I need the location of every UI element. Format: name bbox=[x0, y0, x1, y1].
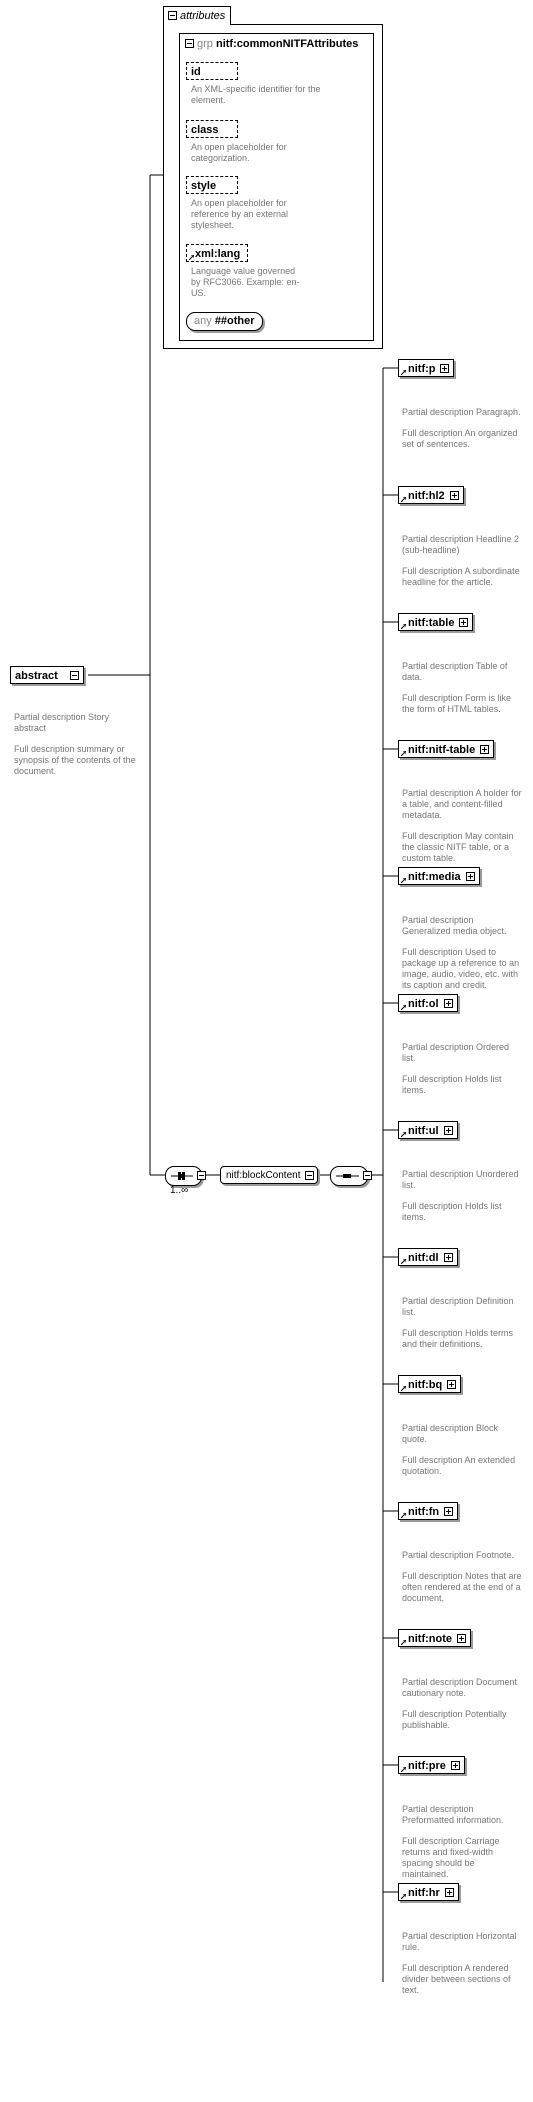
full-description: Full description An extended quotation. bbox=[402, 1455, 516, 1476]
sequence-compositor-outer[interactable] bbox=[165, 1166, 202, 1186]
element-nitf-dl[interactable] bbox=[398, 1248, 458, 1266]
expand-icon[interactable] bbox=[440, 364, 449, 373]
attribute-group-box bbox=[179, 33, 374, 341]
attribute-class-description: An open placeholder for categorization. bbox=[191, 142, 287, 163]
attributes-tab[interactable] bbox=[163, 6, 231, 25]
expand-icon[interactable] bbox=[480, 745, 489, 754]
element-name: nitf:fn bbox=[408, 1506, 440, 1518]
element-name: nitf:table bbox=[408, 617, 455, 629]
full-description: Full description Form is like the form of HTML tables. bbox=[402, 693, 512, 714]
element-nitf-hr-annotation bbox=[402, 1931, 522, 2006]
full-description: Full description Notes that are often rendered at the end of a document. bbox=[402, 1571, 522, 1603]
element-nitf-fn[interactable] bbox=[398, 1502, 458, 1520]
full-description: Full description Holds list items. bbox=[402, 1074, 502, 1095]
attribute-group-header[interactable] bbox=[185, 37, 358, 51]
attribute-style-description: An open placeholder for reference by an external stylesheet. bbox=[191, 198, 289, 230]
reference-arrow-icon bbox=[189, 255, 194, 260]
element-name: nitf:p bbox=[408, 363, 436, 375]
reference-arrow-icon bbox=[401, 624, 406, 629]
attribute-xml-lang[interactable] bbox=[186, 244, 248, 262]
reference-arrow-icon bbox=[401, 1640, 406, 1645]
element-name: nitf:hr bbox=[408, 1887, 440, 1899]
partial-description: Partial description Preformatted information. bbox=[402, 1804, 504, 1825]
element-nitf-nitf-table[interactable] bbox=[398, 740, 494, 758]
abstract-full-description: Full description summary or synopsis of the contents of the document. bbox=[14, 744, 136, 776]
reference-arrow-icon bbox=[401, 1386, 406, 1391]
element-name: nitf:ol bbox=[408, 998, 439, 1010]
full-description: Full description A subordinate headline for the article. bbox=[402, 566, 520, 587]
any-attribute[interactable] bbox=[186, 312, 263, 331]
element-name: nitf:nitf-table bbox=[408, 744, 476, 756]
partial-description: Partial description Headline 2 (sub-headline) bbox=[402, 534, 520, 555]
partial-description: Partial description Generalized media object. bbox=[402, 915, 507, 936]
partial-description: Partial description Definition list. bbox=[402, 1296, 514, 1317]
any-attribute-value: ##other bbox=[214, 315, 255, 327]
element-nitf-pre-annotation bbox=[402, 1804, 522, 1890]
any-keyword: any bbox=[194, 315, 212, 327]
partial-description: Partial description Document cautionary note. bbox=[402, 1677, 518, 1698]
collapse-icon[interactable] bbox=[363, 1171, 372, 1180]
full-description: Full description May contain the classic NITF table, or a custom table. bbox=[402, 831, 514, 863]
element-nitf-hr[interactable] bbox=[398, 1883, 459, 1901]
element-name: nitf:note bbox=[408, 1633, 452, 1645]
partial-description: Partial description Block quote. bbox=[402, 1423, 499, 1444]
partial-description: Partial description Table of data. bbox=[402, 661, 508, 682]
reference-arrow-icon bbox=[401, 1259, 406, 1264]
element-nitf-nitf-table-annotation bbox=[402, 788, 522, 874]
expand-icon[interactable] bbox=[444, 1253, 453, 1262]
attribute-style[interactable] bbox=[186, 176, 238, 194]
reference-arrow-icon bbox=[401, 878, 406, 883]
reference-arrow-icon bbox=[401, 1513, 406, 1518]
reference-arrow-icon bbox=[401, 1132, 406, 1137]
partial-description: Partial description Horizontal rule. bbox=[402, 1931, 517, 1952]
expand-icon[interactable] bbox=[457, 1634, 466, 1643]
element-nitf-note[interactable] bbox=[398, 1629, 471, 1647]
group-name: nitf:blockContent bbox=[226, 1170, 301, 1181]
element-name: nitf:pre bbox=[408, 1760, 446, 1772]
sequence-compositor-inner[interactable] bbox=[330, 1166, 368, 1186]
reference-arrow-icon bbox=[401, 1767, 406, 1772]
expand-icon[interactable] bbox=[450, 491, 459, 500]
partial-description: Partial description Footnote. bbox=[402, 1550, 515, 1560]
collapse-icon[interactable] bbox=[305, 1171, 314, 1180]
element-nitf-ul-annotation bbox=[402, 1169, 522, 1233]
reference-arrow-icon bbox=[401, 370, 406, 375]
collapse-icon[interactable] bbox=[197, 1171, 206, 1180]
reference-arrow-icon bbox=[401, 1894, 406, 1899]
expand-icon[interactable] bbox=[466, 872, 475, 881]
element-nitf-media-annotation bbox=[402, 915, 522, 1001]
element-nitf-pre[interactable] bbox=[398, 1756, 465, 1774]
element-nitf-table[interactable] bbox=[398, 613, 473, 631]
partial-description: Partial description Unordered list. bbox=[402, 1169, 519, 1190]
attribute-class[interactable] bbox=[186, 120, 238, 138]
group-keyword: grp bbox=[197, 38, 213, 50]
sequence-cardinality: 1..∞ bbox=[170, 1185, 189, 1196]
expand-icon[interactable] bbox=[444, 1126, 453, 1135]
full-description: Full description An organized set of sentences. bbox=[402, 428, 518, 449]
full-description: Full description Potentially publishable. bbox=[402, 1709, 507, 1730]
reference-arrow-icon bbox=[401, 1005, 406, 1010]
abstract-element[interactable] bbox=[10, 666, 84, 684]
element-nitf-ol-annotation bbox=[402, 1042, 522, 1106]
element-nitf-table-annotation bbox=[402, 661, 522, 725]
element-nitf-p[interactable] bbox=[398, 359, 454, 377]
full-description: Full description Holds list items. bbox=[402, 1201, 502, 1222]
abstract-annotation bbox=[14, 712, 136, 787]
partial-description: Partial description Ordered list. bbox=[402, 1042, 510, 1063]
attribute-id-description: An XML-specific identifier for the element. bbox=[191, 84, 321, 105]
element-nitf-note-annotation bbox=[402, 1677, 522, 1741]
element-nitf-hl2-annotation bbox=[402, 534, 522, 598]
partial-description: Partial description A holder for a table, and content-filled metadata. bbox=[402, 788, 522, 820]
full-description: Full description A rendered divider between sections of text. bbox=[402, 1963, 511, 1995]
expand-icon[interactable] bbox=[447, 1380, 456, 1389]
element-name: nitf:hl2 bbox=[408, 490, 445, 502]
attribute-name: style bbox=[191, 180, 217, 192]
element-name: nitf:media bbox=[408, 871, 461, 883]
element-name: nitf:dl bbox=[408, 1252, 439, 1264]
full-description: Full description Carriage returns and fixed-width spacing should be maintained. bbox=[402, 1836, 500, 1879]
expand-icon[interactable] bbox=[444, 999, 453, 1008]
expand-icon[interactable] bbox=[451, 1761, 460, 1770]
expand-icon[interactable] bbox=[445, 1888, 454, 1897]
collapse-icon[interactable] bbox=[168, 11, 177, 20]
collapse-icon[interactable] bbox=[185, 39, 194, 48]
attribute-id[interactable] bbox=[186, 62, 238, 80]
attribute-name: id bbox=[191, 66, 201, 78]
element-name: nitf:bq bbox=[408, 1379, 443, 1391]
reference-arrow-icon bbox=[401, 497, 406, 502]
expand-icon[interactable] bbox=[459, 618, 468, 627]
block-content-group[interactable] bbox=[220, 1166, 318, 1184]
full-description: Full description Used to package up a reference to an image, audio, video, etc. with its caption and credit. bbox=[402, 947, 520, 990]
element-nitf-p-annotation bbox=[402, 407, 522, 460]
element-nitf-ul[interactable] bbox=[398, 1121, 458, 1139]
attribute-xml-lang-description: Language value governed by RFC3066. Example: en-US. bbox=[191, 266, 300, 298]
attributes-title: attributes bbox=[180, 10, 226, 22]
attributes-panel bbox=[163, 10, 383, 349]
element-nitf-bq-annotation bbox=[402, 1423, 522, 1487]
element-nitf-media[interactable] bbox=[398, 867, 480, 885]
element-nitf-fn-annotation bbox=[402, 1550, 522, 1614]
element-nitf-bq[interactable] bbox=[398, 1375, 461, 1393]
element-nitf-hl2[interactable] bbox=[398, 486, 464, 504]
reference-arrow-icon bbox=[401, 751, 406, 756]
abstract-element-name: abstract bbox=[15, 670, 58, 682]
sequence-icon bbox=[331, 1167, 367, 1185]
attribute-group-name: nitf:commonNITFAttributes bbox=[215, 38, 359, 50]
collapse-icon[interactable] bbox=[70, 671, 79, 680]
attribute-name: class bbox=[191, 124, 219, 136]
element-name: nitf:ul bbox=[408, 1125, 439, 1137]
full-description: Full description Holds terms and their definitions. bbox=[402, 1328, 514, 1349]
element-nitf-ol[interactable] bbox=[398, 994, 458, 1012]
partial-description: Partial description Paragraph. bbox=[402, 407, 521, 417]
abstract-partial-description: Partial description Story abstract bbox=[14, 712, 110, 733]
element-nitf-dl-annotation bbox=[402, 1296, 522, 1360]
expand-icon[interactable] bbox=[444, 1507, 453, 1516]
sequence-icon bbox=[166, 1167, 201, 1185]
attribute-name: xml:lang bbox=[195, 248, 241, 260]
